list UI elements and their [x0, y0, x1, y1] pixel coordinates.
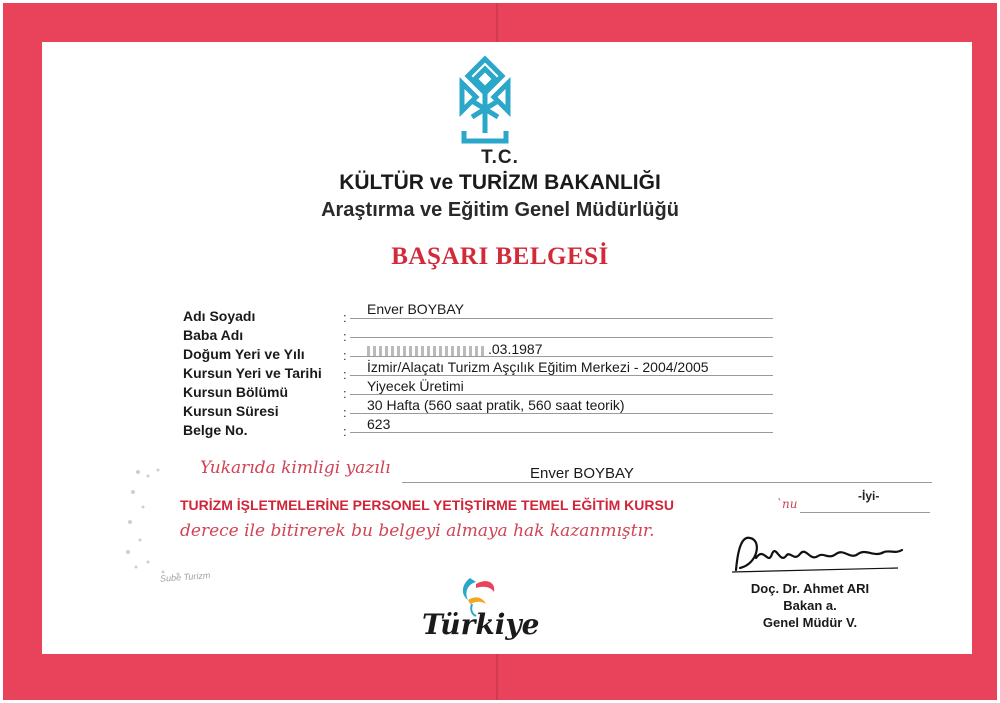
tc-heading: T.C. — [481, 147, 519, 168]
turkiye-logo-icon — [412, 574, 552, 644]
field-colon: : — [343, 348, 347, 363]
field-label-course-duration: Kursun Süresi — [183, 403, 279, 419]
field-value-name: Enver BOYBAY — [367, 301, 465, 317]
signatory-role: Bakan a. — [783, 598, 837, 613]
redacted-birthplace — [367, 346, 487, 356]
field-label-cert-no: Belge No. — [183, 422, 248, 438]
signature-icon — [728, 528, 908, 578]
field-colon: : — [343, 367, 347, 382]
stamp-text: Sube Turizm — [159, 570, 211, 584]
field-label-name: Adı Soyadı — [183, 308, 256, 324]
body-recipient-name: Enver BOYBAY — [530, 465, 634, 482]
body-underline — [402, 482, 932, 483]
field-label-father: Baba Adı — [183, 327, 244, 343]
field-label-course-place: Kursun Yeri ve Tarihi — [183, 365, 322, 381]
turkiye-logo-text: Türkiye — [422, 608, 540, 641]
field-underline — [350, 432, 773, 433]
certificate-title: BAŞARI BELGESİ — [391, 243, 609, 270]
field-value-birth: .03.1987 — [488, 341, 543, 357]
body-grade: -İyi- — [858, 489, 880, 503]
body-script-line3: derece ile bitirerek bu belgeyi almaya hak kazanmıştır. — [180, 521, 655, 541]
field-underline — [350, 337, 773, 338]
field-underline — [350, 375, 773, 376]
directorate-name: Araştırma ve Eğitim Genel Müdürlüğü — [321, 199, 679, 221]
field-colon: : — [343, 386, 347, 401]
field-value-course-duration: 30 Hafta (560 saat pratik, 560 saat teorik) — [367, 397, 625, 413]
body-underline — [800, 512, 930, 513]
field-underline — [350, 356, 773, 357]
field-colon: : — [343, 424, 347, 439]
faded-stamp-icon — [118, 462, 213, 582]
ministry-name: KÜLTÜR ve TURİZM BAKANLIĞI — [339, 171, 661, 194]
field-label-birth: Doğum Yeri ve Yılı — [183, 346, 305, 362]
signatory-title: Genel Müdür V. — [762, 615, 858, 630]
field-value-course-section: Yiyecek Üretimi — [367, 378, 464, 394]
field-colon: : — [343, 310, 347, 325]
ministry-emblem-icon — [450, 55, 520, 147]
signatory-name: Doç. Dr. Ahmet ARI — [750, 581, 870, 596]
body-course-suffix: `nu — [776, 497, 798, 511]
field-label-course-section: Kursun Bölümü — [183, 384, 288, 400]
field-underline — [350, 413, 773, 414]
field-underline — [350, 394, 773, 395]
field-value-course-place: İzmir/Alaçatı Turizm Aşçılık Eğitim Merkezi - 2004/2005 — [367, 359, 709, 375]
body-course-name: TURİZM İŞLETMELERİNE PERSONEL YETİŞTİRME TEMEL EĞİTİM KURSU — [180, 497, 674, 513]
field-colon: : — [343, 329, 347, 344]
field-colon: : — [343, 405, 347, 420]
field-value-cert-no: 623 — [367, 416, 391, 432]
body-script-line1: Yukarıda kimligi yazılı — [200, 458, 391, 478]
field-underline — [350, 318, 773, 319]
